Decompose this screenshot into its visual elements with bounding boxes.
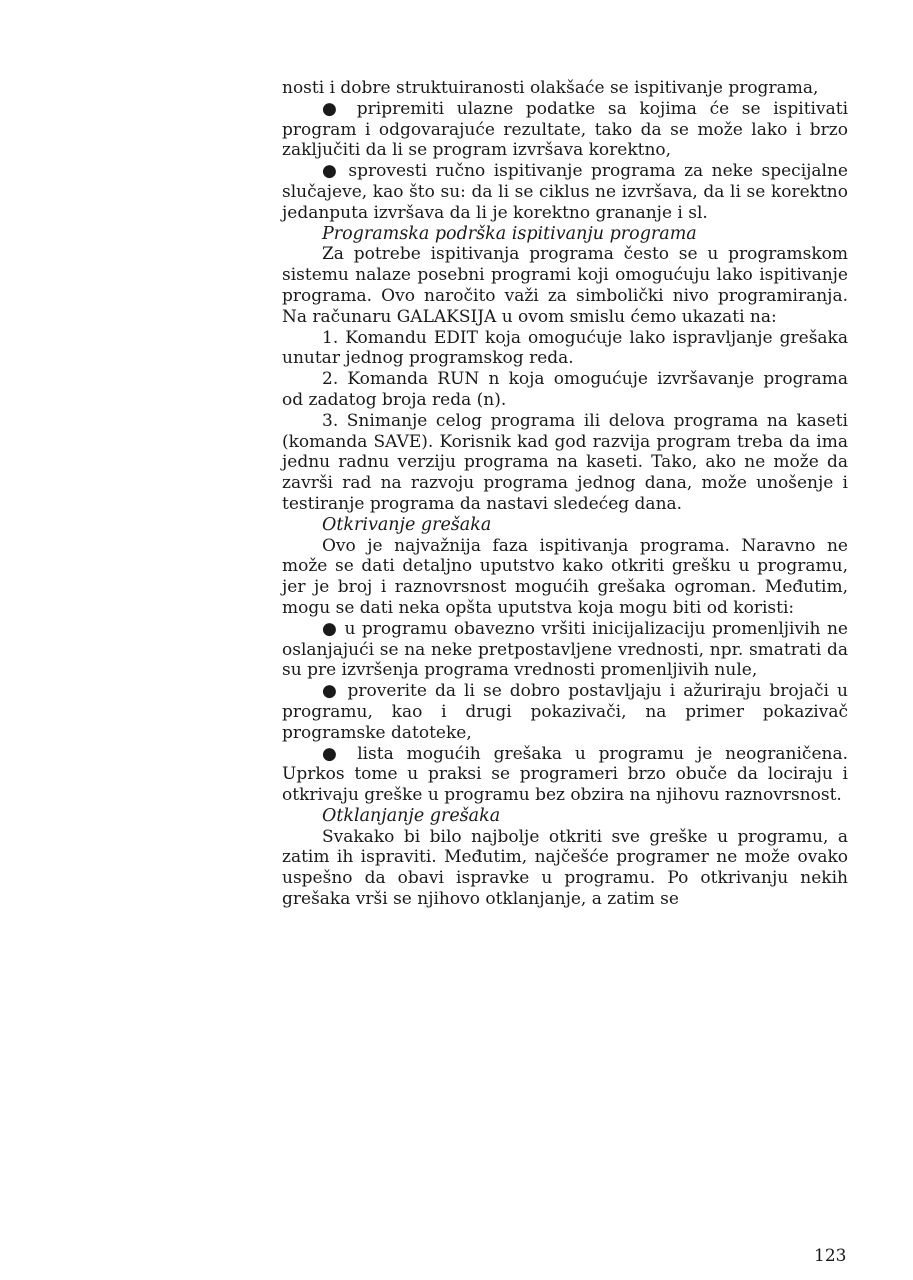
numbered-item: 3. Snimanje celog programa ili delova programa na kaseti (komanda SAVE). Korisnik kad god razvija program treba da ima jednu radnu verziju programa na kaseti. Tako, ako ne može da završi rad na razvoju programa jednog dana, može unošenje i testiranje programa da nastavi sledećeg dana. <box>282 410 848 514</box>
numbered-item: 2. Komanda RUN n koja omogućuje izvršavanje programa od zadatog broja reda (n). <box>282 369 848 410</box>
numbered-item: 1. Komandu EDIT koja omogućuje lako ispravljanje grešaka unutar jednog programskog reda. <box>282 327 848 369</box>
bullet-icon: ● <box>322 98 345 119</box>
bullet-item <box>282 681 848 743</box>
bullet-icon: ● <box>322 681 340 702</box>
bullet-text: u programu obavezno vršiti inicijalizaciju promenljivih ne oslanjajući se na neke pretpostavljene vrednosti, npr. smatrati da su pre izvršenja programa vrednosti promenljivih nule, <box>282 618 848 681</box>
section-heading-otklanjanje-gresaka: Otklanjanje grešaka <box>322 805 501 826</box>
bullet-item <box>282 99 848 161</box>
bullet-item <box>282 161 848 223</box>
bullet-icon: ● <box>322 743 345 764</box>
bullet-text: sprovesti ručno ispitivanje programa za neke specijalne slučajeve, kao što su: da li se ciklus ne izvršava, da li se korektno jedanputa izvršava da li je korektno grananje i sl. <box>282 161 848 223</box>
body-text <box>282 78 848 910</box>
section-heading-programska-podrska: Programska podrška ispitivanju programa <box>322 223 697 244</box>
bullet-icon: ● <box>322 161 340 182</box>
bullet-text: lista mogućih grešaka u programu je neograničena. Uprkos tome u praksi se programeri brzo obuče da lociraju i otkrivaju greške u programu bez obzira na njihovu raznovrsnost. <box>282 743 849 806</box>
page-number: 123 <box>814 1246 847 1266</box>
paragraph: Svakako bi bilo najbolje otkriti sve greške u programu, a zatim ih ispraviti. Međutim, najčešće programer ne može ovako uspešno da obavi ispravke u programu. Po otkrivanju nekih grešaka vrši se njihovo otklanjanje, a zatim se <box>282 826 848 910</box>
bullet-text: proverite da li se dobro postavljaju i ažuriraju brojači u programu, kao i drugi pokazivači, na primer pokazivač programske datoteke, <box>282 681 848 743</box>
paragraph: Ovo je najvažnija faza ispitivanja programa. Naravno ne može se dati detaljno uputstvo kako otkriti grešku u programu, jer je broj i raznovrsnost mogućih grešaka ogroman. Međutim, mogu se dati neka opšta uputstva koja mogu biti od koristi: <box>282 535 848 618</box>
paragraph: Za potrebe ispitivanja programa često se u programskom sistemu nalaze posebni programi koji omogućuju lako ispitivanje programa. Ovo naročito važi za simbolički nivo programiranja. Na računaru GALAKSIJA u ovom smislu ćemo ukazati na: <box>282 244 848 327</box>
bullet-item <box>282 619 848 681</box>
bullet-item <box>282 744 848 806</box>
paragraph-continuation: nosti i dobre struktuiranosti olakšaće se ispitivanje programa, <box>282 78 819 98</box>
bullet-text: pripremiti ulazne podatke sa kojima će se ispitivati program i odgovarajuće rezultate, tako da se može lako i brzo zaključiti da li se program izvršava korektno, <box>282 98 849 161</box>
section-heading-otkrivanje-gresaka: Otkrivanje grešaka <box>322 514 492 535</box>
bullet-icon: ● <box>322 618 338 639</box>
